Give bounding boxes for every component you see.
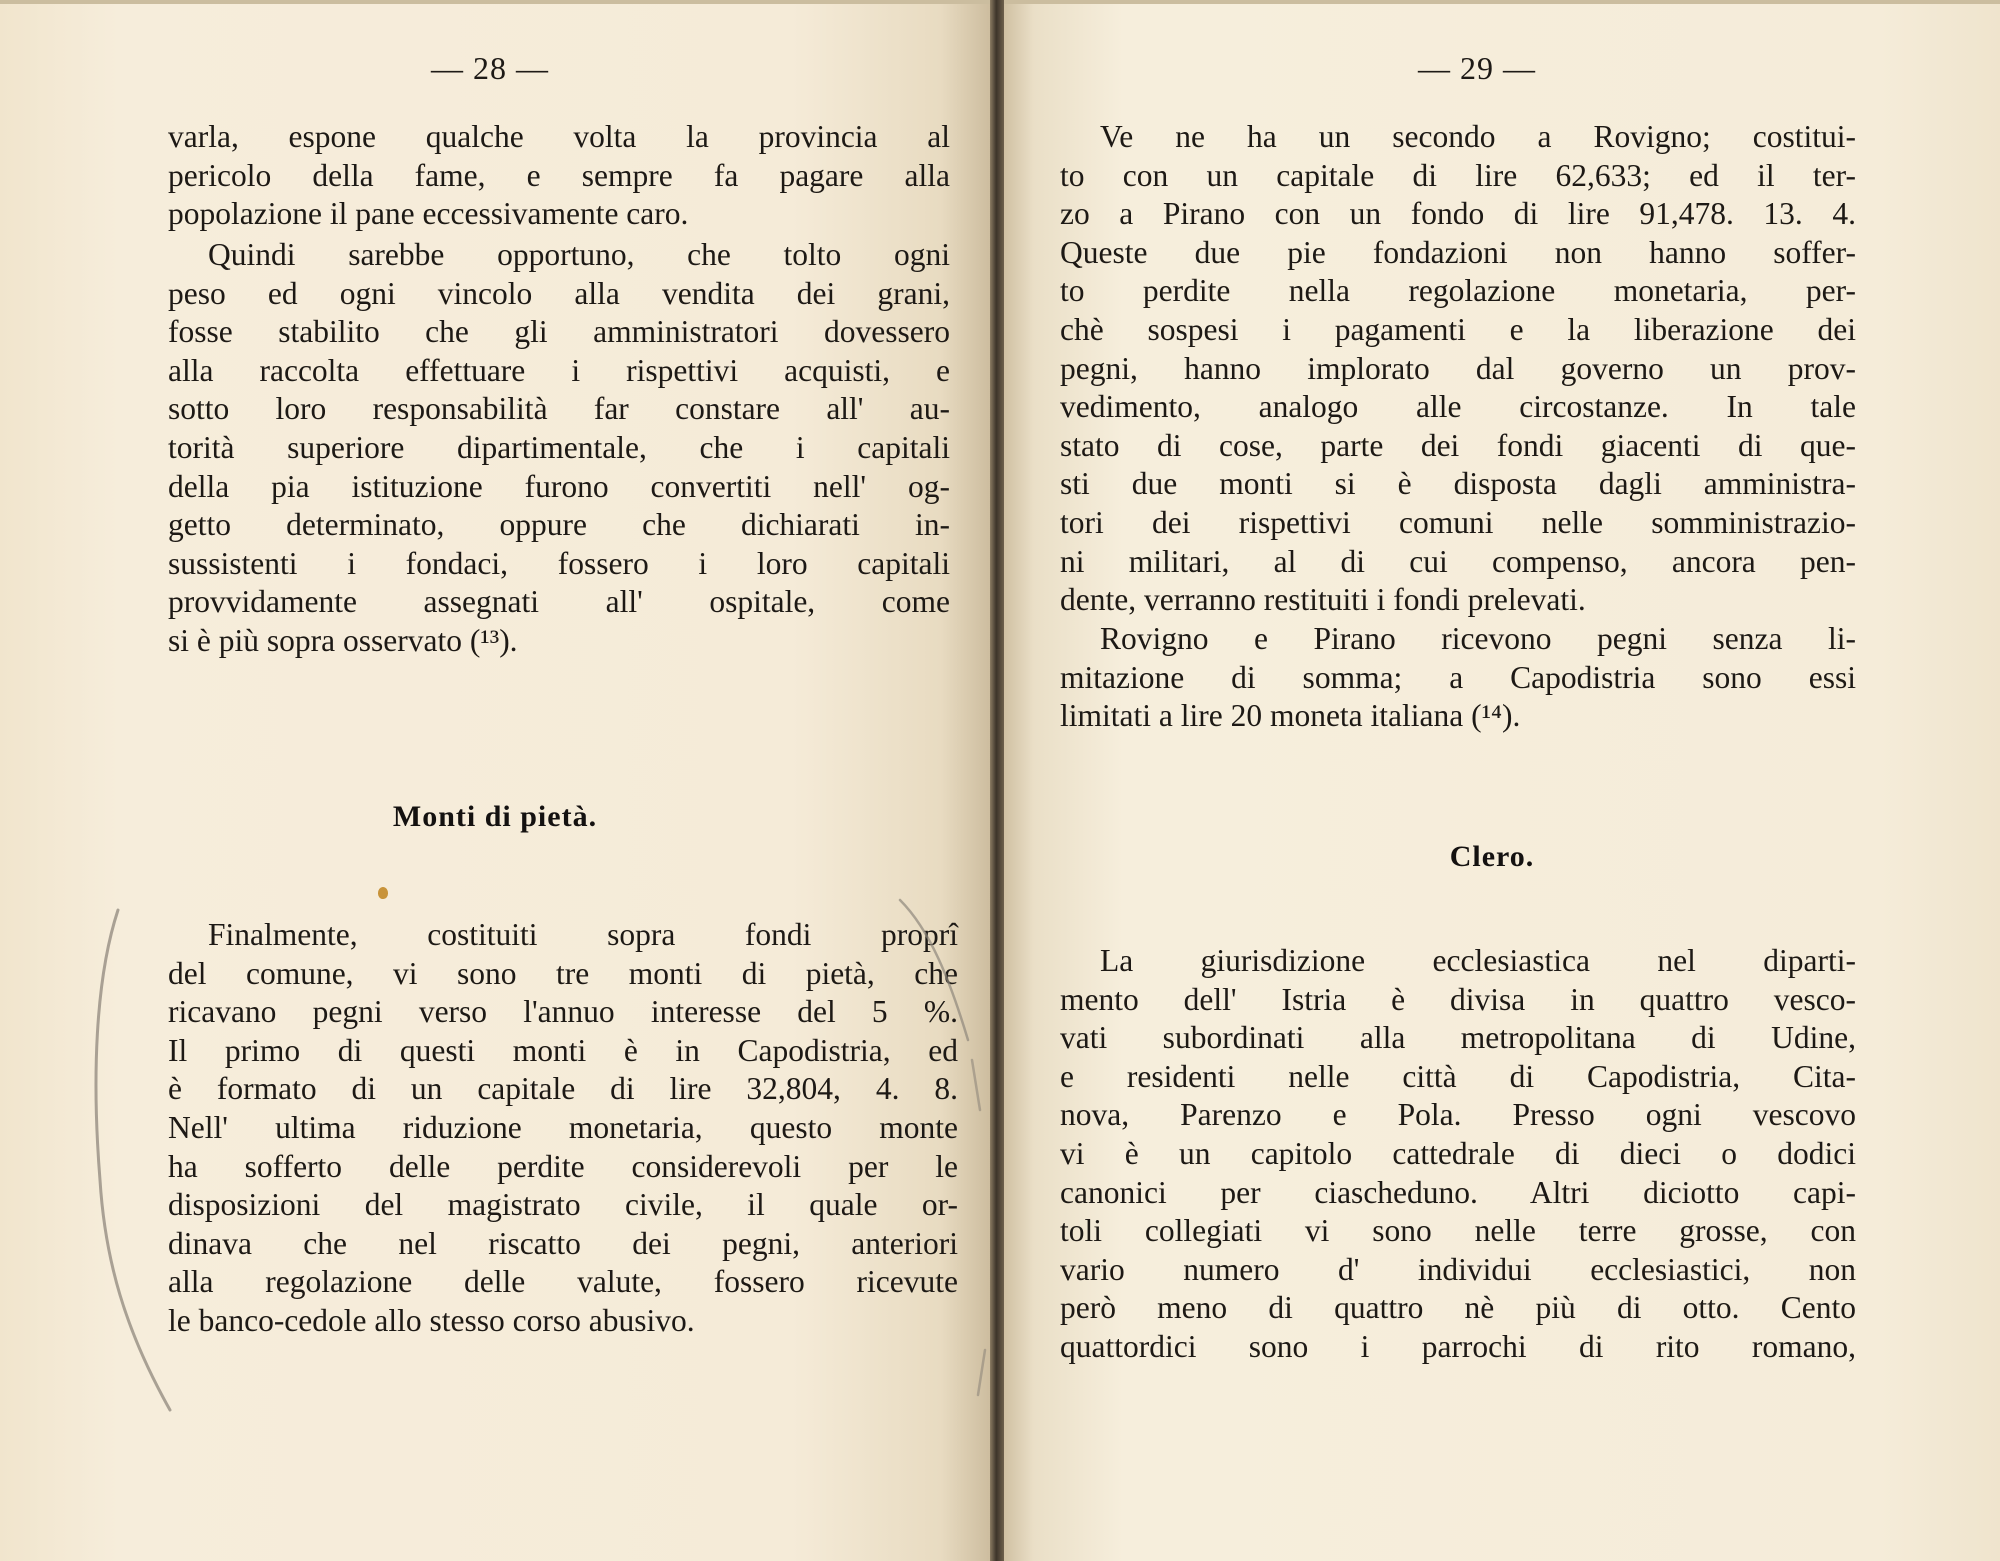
text-line: stato di cose, parte dei fondi giacenti di que- <box>1060 427 1856 463</box>
text-line: peso ed ogni vincolo alla vendita dei grani, <box>168 275 950 311</box>
text-line: pegni, hanno implorato dal governo un prov- <box>1060 350 1856 386</box>
book-gutter <box>990 0 1004 1561</box>
text-line: tori dei rispettivi comuni nelle somministrazio- <box>1060 504 1856 540</box>
text-line: Il primo di questi monti è in Capodistria, ed <box>168 1032 958 1068</box>
left-paragraph-3 <box>168 916 958 1341</box>
text-line: ricavano pegni verso l'annuo interesse del 5 %. <box>168 994 958 1030</box>
page-top-edge <box>0 0 990 4</box>
text-line: popolazione il pane eccessivamente caro. <box>168 196 689 232</box>
text-line: La giurisdizione ecclesiastica nel diparti- <box>1100 943 1856 978</box>
text-line: quattordici sono i parrochi di rito romano, <box>1060 1328 1856 1364</box>
text-line: nova, Parenzo e Pola. Presso ogni vescovo <box>1060 1097 1856 1133</box>
text-line: chè sospesi i pagamenti e la liberazione dei <box>1060 311 1856 347</box>
text-line: della pia istituzione furono convertiti nell' og- <box>168 468 950 504</box>
right-paragraph-1 <box>1060 118 1856 620</box>
text-line: to con un capitale di lire 62,633; ed il ter- <box>1060 157 1856 193</box>
left-paragraph-1 <box>168 118 950 234</box>
text-line: alla raccolta effettuare i rispettivi acquisti, e <box>168 352 950 388</box>
page-number-right: — 29 — <box>1418 50 1536 86</box>
ink-stain <box>378 887 388 899</box>
text-line: toli collegiati vi sono nelle terre grosse, con <box>1060 1213 1856 1249</box>
text-line: sussistenti i fondaci, fossero i loro capitali <box>168 545 950 581</box>
section-heading-monti-di-pieta: Monti di pietà. <box>392 800 598 833</box>
text-line: fosse stabilito che gli amministratori dovessero <box>168 314 950 350</box>
text-line: to perdite nella regolazione monetaria, per- <box>1060 273 1856 309</box>
left-page <box>0 0 990 1561</box>
page-number-left: — 28 — <box>431 50 549 86</box>
text-line: Finalmente, costituiti sopra fondi proprî <box>208 917 958 952</box>
text-line: varla, espone qualche volta la provincia al <box>168 119 950 154</box>
text-line: ni militari, al di cui compenso, ancora pen- <box>1060 543 1856 579</box>
text-line: del comune, vi sono tre monti di pietà, che <box>168 955 958 991</box>
text-line: vedimento, analogo alle circostanze. In tale <box>1060 389 1856 425</box>
text-line: ha sofferto delle perdite considerevoli per le <box>168 1148 958 1184</box>
text-line: Rovigno e Pirano ricevono pegni senza li- <box>1100 621 1856 656</box>
text-line: sti due monti si è disposta dagli amministra- <box>1060 466 1856 502</box>
left-paragraph-2 <box>168 236 950 661</box>
page-top-edge <box>1004 0 2000 4</box>
text-line: Queste due pie fondazioni non hanno soffer- <box>1060 234 1856 270</box>
text-line: alla regolazione delle valute, fossero ricevute <box>168 1264 958 1300</box>
text-line: però meno di quattro nè più di otto. Cento <box>1060 1290 1856 1326</box>
text-line: si è più sopra osservato (¹³). <box>168 622 518 658</box>
right-paragraph-2 <box>1060 620 1856 736</box>
text-line: limitati a lire 20 moneta italiana (¹⁴). <box>1060 698 1521 734</box>
section-heading-clero: Clero. <box>1449 840 1535 873</box>
text-line: vati subordinati alla metropolitana di Udine, <box>1060 1020 1856 1056</box>
text-line: mitazione di somma; a Capodistria sono essi <box>1060 659 1856 695</box>
text-line: mento dell' Istria è divisa in quattro vesco- <box>1060 981 1856 1017</box>
text-line: provvidamente assegnati all' ospitale, come <box>168 584 950 620</box>
text-line: sotto loro responsabilità far constare all' au- <box>168 391 950 427</box>
text-line: torità superiore dipartimentale, che i capitali <box>168 429 950 465</box>
text-line: vario numero d' individui ecclesiastici, non <box>1060 1251 1856 1287</box>
text-line: Ve ne ha un secondo a Rovigno; costitui- <box>1100 119 1856 154</box>
text-line: Nell' ultima riduzione monetaria, questo monte <box>168 1109 958 1145</box>
right-page <box>1004 0 2000 1561</box>
text-line: pericolo della fame, e sempre fa pagare alla <box>168 157 950 193</box>
text-line: è formato di un capitale di lire 32,804, 4. 8. <box>168 1071 958 1107</box>
text-line: canonici per ciascheduno. Altri diciotto capi- <box>1060 1174 1856 1210</box>
text-line: e residenti nelle città di Capodistria, Cita- <box>1060 1058 1856 1094</box>
text-line: le banco-cedole allo stesso corso abusivo. <box>168 1302 695 1338</box>
text-line: dinava che nel riscatto dei pegni, anteriori <box>168 1225 958 1261</box>
text-line: dente, verranno restituiti i fondi prelevati. <box>1060 582 1586 618</box>
text-line: Quindi sarebbe opportuno, che tolto ogni <box>208 237 950 272</box>
text-line: getto determinato, oppure che dichiarati in- <box>168 507 950 543</box>
text-line: vi è un capitolo cattedrale di dieci o dodici <box>1060 1135 1856 1171</box>
right-paragraph-3 <box>1060 942 1856 1367</box>
text-line: zo a Pirano con un fondo di lire 91,478. 13. 4. <box>1060 196 1856 232</box>
text-line: disposizioni del magistrato civile, il quale or- <box>168 1187 958 1223</box>
